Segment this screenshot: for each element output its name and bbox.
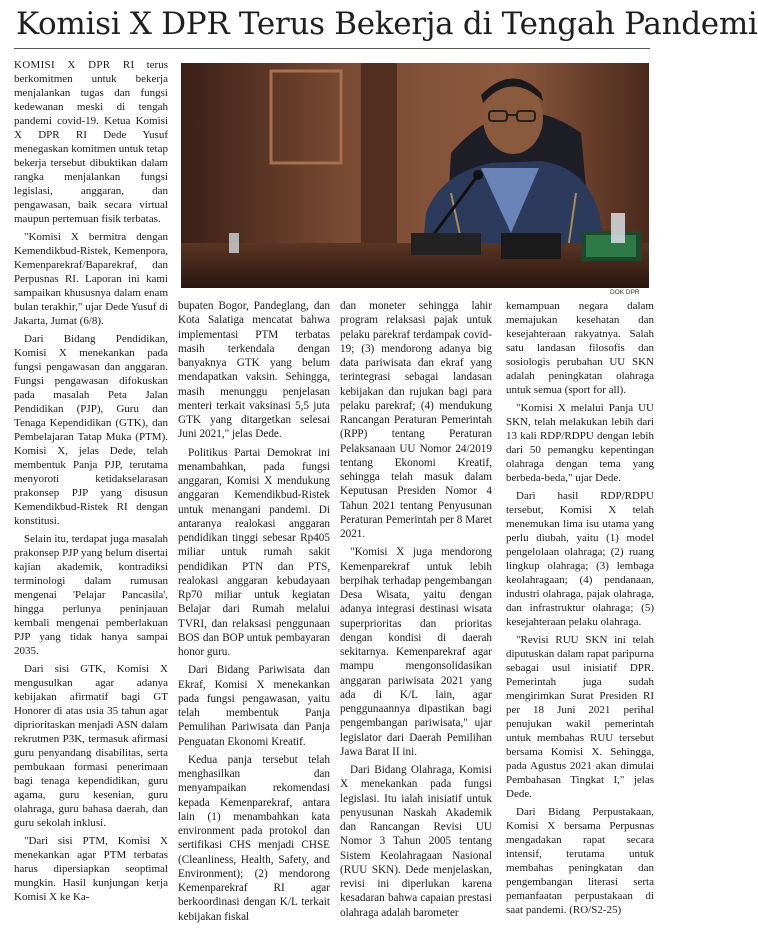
column-2 — [178, 299, 330, 928]
photo-illustration — [181, 63, 649, 288]
lead-text: KOMISI X DPR RI — [14, 59, 135, 71]
paragraph: "Komisi X juga mendorong Kemenparekraf untuk lebih berpihak terhadap pengembangan Desa Wisata, yaitu dengan adanya integrasi destinasi wisata superprioritas dan prioritas dengan kondisi di daerah sekitarnya. Kemenparekraf agar mampu mengonsolidasikan anggaran pariwisata 2021 yang ada di K/L lain, agar penggunaannya dipastikan bagi pengembangan pariwisata," ujar legislator dari Daerah Pemilihan Jawa Barat II ini. — [340, 546, 492, 758]
paragraph: kemampuan negara dalam memajukan kesehatan dan kesejahteraan rakyatnya. Salah satu landasan filosofis dan sosiologis perubahan UU SKN adalah peningkatan olahraga untuk semua (sport for all). — [506, 300, 654, 396]
paragraph: "Dari sisi PTM, Komisi X menekankan agar PTM terbatas harus dipersiapkan seoptimal mungkin. Hasil kunjungan kerja Komisi X ke Ka- — [14, 835, 168, 903]
paragraph: Selain itu, terdapat juga masalah prakonsep PJP yang belum disertai kajian akademik, kontradiksi terminologi dalam rumusan mengenai 'Pelajar Pancasila', hingga perlunya peninjauan kembali mengenai pemberlakuan PJP yang tidak hanya sampai 2035. — [14, 533, 168, 657]
column-1 — [14, 58, 168, 908]
paragraph: Politikus Partai Demokrat ini menambahkan, pada fungsi anggaran, Komisi X mendukung anggaran Kemendikbud-Ristek untuk menangani pandemi. Di antaranya realokasi anggaran pendidikan tinggi sebesar Rp405 miliar untuk rumah sakit pendidikan PTN dan PTS, realokasi anggaran kebudayaan Rp70 miliar untuk kegiatan Belajar dari Rumah melalui TVRI, dan relaksasi penggunaan BOS dan BOP untuk pembayaran honor guru. — [178, 446, 330, 658]
paragraph: Dari Bidang Olahraga, Komisi X menekankan pada fungsi legislasi. Itu ialah inisiatif untuk penyusunan Naskah Akademik dan Rancangan Revisi UU Nomor 3 Tahun 2005 tentang Sistem Keolahragaan Nasional (RUU SKN). Dede menjelaskan, revisi ini diperlukan karena kesadaran bahwa capaian prestasi olahraga adalah barometer — [340, 764, 492, 919]
column-3 — [340, 299, 492, 924]
paragraph: Kedua panja tersebut telah menghasilkan dan menyampaikan rekomendasi kepada Kemenparekraf, antara lain (1) menambahkan kata environment pada protokol dan sertifikasi CHS menjadi CHSE (Cleanliness, Health, Safety, and Environment); (2) mendorong Kemenparekraf RI agar berkoordinasi dengan K/L terkait kebijakan fiskal — [178, 753, 330, 923]
headline-rule — [14, 48, 650, 49]
paragraph: "Komisi X melalui Panja UU SKN, telah melakukan lebih dari 13 kali RDP/RDPU dengan lebih dari 50 pemangku kepentingan olahraga dengan tema yang berbeda-beda," ujar Dede. — [506, 402, 654, 484]
paragraph: "Revisi RUU SKN ini telah diputuskan dalam rapat paripurna sebagai usul inisiatif DPR. Pemerintah juga sudah mengirimkan Surat Presiden RI per 18 Juni 2021 perihal penujukan wakil pemerintah untuk membahas RUU tersebut bersama Komisi X. Sehingga, pada Agustus 2021 akan dimulai Pembahasan Tingkat I," jelas Dede. — [506, 634, 654, 800]
article-photo — [181, 63, 649, 288]
paragraph: Dari Bidang Pendidikan, Komisi X menekankan pada fungsi pengawasan dan anggaran. Fungsi pengawasan difokuskan pada masalah Peta Jalan Pendidikan (PJP), Guru dan Tenaga Kependidikan (GTK), dan Pembelajaran Tatap Muka (PTM). Komisi X, jelas Dede, telah membentuk Panja PJP, terutama menyoroti ketidakselarasan prakonsep PJP yang disusun Kemendikbud-Ristek RI dengan konstitusi. — [14, 333, 168, 527]
paragraph: Dari hasil RDP/RDPU tersebut, Komisi X telah menemukan lima isu utama yang perlu diubah, yaitu (1) model pengelolaan olahraga; (2) ruang lingkup olahraga; (3) lembaga keolahragaan; (4) pendanaan, industri olahraga, pajak olahraga, dan infrastruktur olahraga; (5) kesejahteraan pelaku olahraga. — [506, 490, 654, 628]
headline: Komisi X DPR Terus Bekerja di Tengah Pandemi — [16, 6, 758, 42]
paragraph: Dari Bidang Pariwisata dan Ekraf, Komisi X menekankan pada fungsi pengawasan, yaitu telah membentuk Panja Pemulihan Pariwisata dan Panja Penguatan Ekonomi Kreatif. — [178, 664, 330, 748]
column-4 — [506, 299, 654, 921]
paragraph: "Komisi X bermitra dengan Kemendikbud-Ristek, Kemenpora, Kemenparekraf/Baparekraf, dan Perpusnas RI. Laporan ini kami sampaikan khususnya dalam enam bulan terakhir," ujar Dede Yusuf di Jakarta, Jumat (6/8). — [14, 231, 168, 327]
paragraph: dan moneter sehingga lahir program relaksasi pajak untuk pelaku parekraf terdampak covid-19; (3) mendorong adanya big data pariwisata dan ekraf yang terintegrasi sebagai landasan kebijakan dan rujukan bagi para pelaku parekraf; (4) mendukung Rancangan Peraturan Pemerintah (RPP) tentang Peraturan Pelaksanaan UU Nomor 24/2019 tentang Ekonomi Kreatif, sehingga telah masuk dalam Keputusan Presiden Nomor 4 Tahun 2021 tentang Penyusunan Peraturan Pemerintah per 8 Maret 2021. — [340, 300, 492, 540]
paragraph: Dari Bidang Perpustakaan, Komisi X bersama Perpusnas mengadakan rapat secara intensif, terutama untuk membahas peningkatan dan pengembangan literasi serta pemanfaatan perpustakaan di saat pandemi. (RO/S2-25) — [506, 806, 654, 916]
paragraph — [14, 58, 168, 226]
paragraph-text: terus berkomitmen untuk bekerja menjalankan tugas dan fungsi kedewanan meski di tengah pandemi covid-19. Ketua Komisi X DPR RI Dede Yusuf menegaskan komitmen untuk tetap bekerja tersebut dibuktikan dalam rangka menjalankan fungsi legislasi, anggaran, dan pengawasan, baik secara virtual maupun pertemuan fisik terbatas. — [14, 59, 168, 225]
paragraph: Dari sisi GTK, Komisi X mengusulkan agar adanya kebijakan afirmatif bagi GT Honorer di atas usia 35 tahun agar diprioritaskan menjadi ASN dalam rekrutmen P3K, termasuk afirmasi guru penyandang disabilitas, serta pembukaan formasi penerimaan bagi tenaga kependidikan, guru agama, guru kesenian, guru olahraga, guru bahasa daerah, dan guru sekolah inklusi. — [14, 663, 168, 829]
paragraph: bupaten Bogor, Pandeglang, dan Kota Salatiga mencatat bahwa implementasi PTM terbatas masih terkendala dengan banyaknya GTK yang belum mendapatkan vaksin. Sehingga, masih menunggu penjelasan menteri terkait vaksinasi 5,5 juta GTK yang ditargetkan selesai Juni 2021," jelas Dede. — [178, 300, 330, 441]
photo-credit: DOK DPR — [610, 289, 640, 296]
